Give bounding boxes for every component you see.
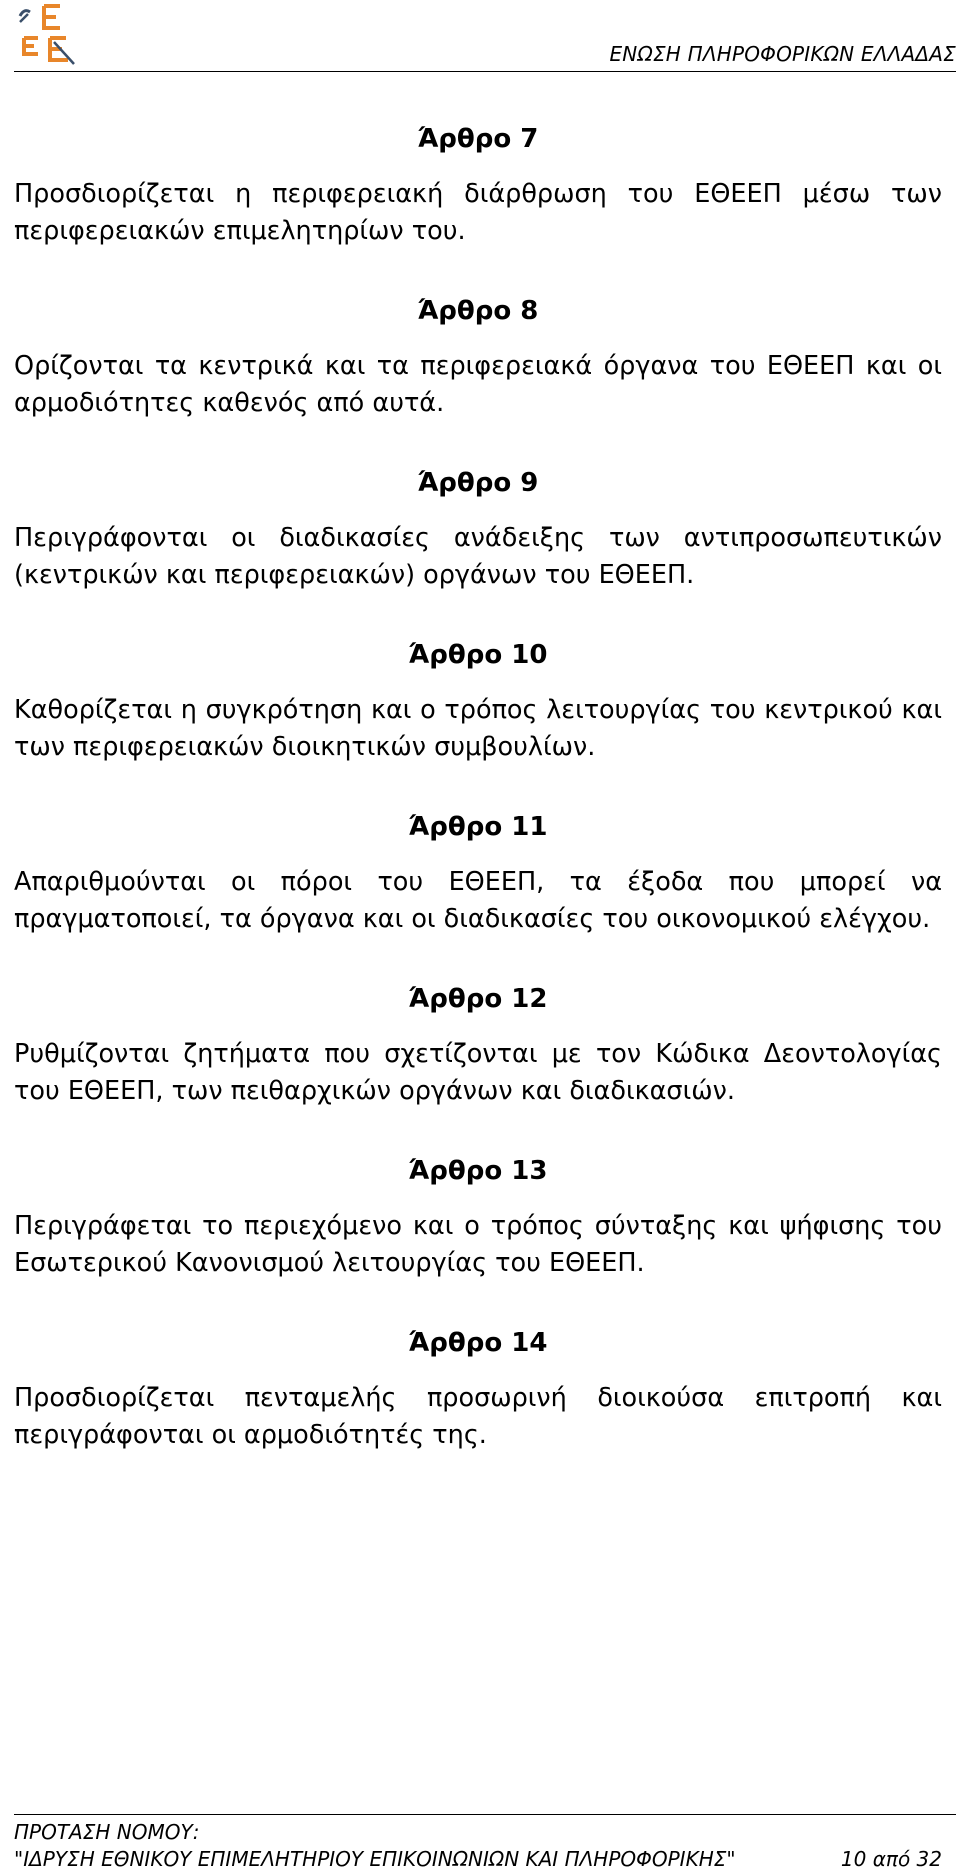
article-body: Περιγράφονται οι διαδικασίες ανάδειξης των αντιπροσωπευτικών (κεντρικών και περιφερειακών) οργάνων του ΕΘΕΕΠ. (14, 523, 942, 590)
article-body: Περιγράφεται το περιεχόμενο και ο τρόπος σύνταξης και ψήφισης του Εσωτερικού Κανονισμού λειτουργίας του ΕΘΕΕΠ. (14, 1211, 942, 1278)
article-heading: Άρθρο 11 (408, 812, 548, 842)
article-heading: Άρθρο 13 (408, 1156, 548, 1186)
page-number: 10 από 32 (840, 1847, 942, 1871)
article-heading: Άρθρο 10 (408, 640, 548, 670)
article-body: Απαριθμούνται οι πόροι του ΕΘΕΕΠ, τα έξοδα που μπορεί να πραγματοποιεί, τα όργανα και οι διαδικασίες του οικονομικού ελέγχου. (14, 867, 942, 934)
article-body: Ορίζονται τα κεντρικά και τα περιφερειακά όργανα του ΕΘΕΕΠ και οι αρμοδιότητες καθενός από αυτά. (14, 351, 942, 418)
article-13 (14, 1156, 942, 1282)
article-8 (14, 296, 942, 422)
page-header (14, 0, 956, 72)
article-body: Προσδιορίζεται η περιφερειακή διάρθρωση του ΕΘΕΕΠ μέσω των περιφερειακών επιμελητηρίων του. (14, 179, 942, 246)
article-body: Προσδιορίζεται πενταμελής προσωρινή διοικούσα επιτροπή και περιγράφονται οι αρμοδιότητές της. (14, 1383, 942, 1450)
article-heading: Άρθρο 7 (417, 124, 539, 154)
article-7 (14, 124, 942, 250)
article-9 (14, 468, 942, 594)
organization-logo-icon (14, 2, 86, 68)
footer-label: ΠΡΟΤΑΣΗ ΝΟΜΟΥ: (14, 1820, 200, 1844)
article-10 (14, 640, 942, 766)
article-heading: Άρθρο 9 (417, 468, 539, 498)
article-14 (14, 1328, 942, 1454)
articles-list (14, 124, 942, 1500)
article-body: Ρυθμίζονται ζητήματα που σχετίζονται με τον Κώδικα Δεοντολογίας του ΕΘΕΕΠ, των πειθαρχικών οργάνων και διαδικασιών. (14, 1039, 942, 1106)
article-11 (14, 812, 942, 938)
article-body: Καθορίζεται η συγκρότηση και ο τρόπος λειτουργίας του κεντρικού και των περιφερειακών διοικητικών συμβουλίων. (14, 695, 942, 762)
article-heading: Άρθρο 12 (408, 984, 548, 1014)
article-12 (14, 984, 942, 1110)
footer-title-row (14, 1846, 956, 1873)
document-title: "ΙΔΡΥΣΗ ΕΘΝΙΚΟΥ ΕΠΙΜΕΛΗΤΗΡΙΟΥ ΕΠΙΚΟΙΝΩΝΙΩΝ ΚΑΙ ΠΛΗΡΟΦΟΡΙΚΗΣ" (14, 1847, 736, 1871)
article-heading: Άρθρο 8 (417, 296, 539, 326)
page-footer (14, 1814, 956, 1873)
article-heading: Άρθρο 14 (408, 1328, 548, 1358)
organization-name: ΕΝΩΣΗ ΠΛΗΡΟΦΟΡΙΚΩΝ ΕΛΛΑΔΑΣ (609, 42, 956, 66)
